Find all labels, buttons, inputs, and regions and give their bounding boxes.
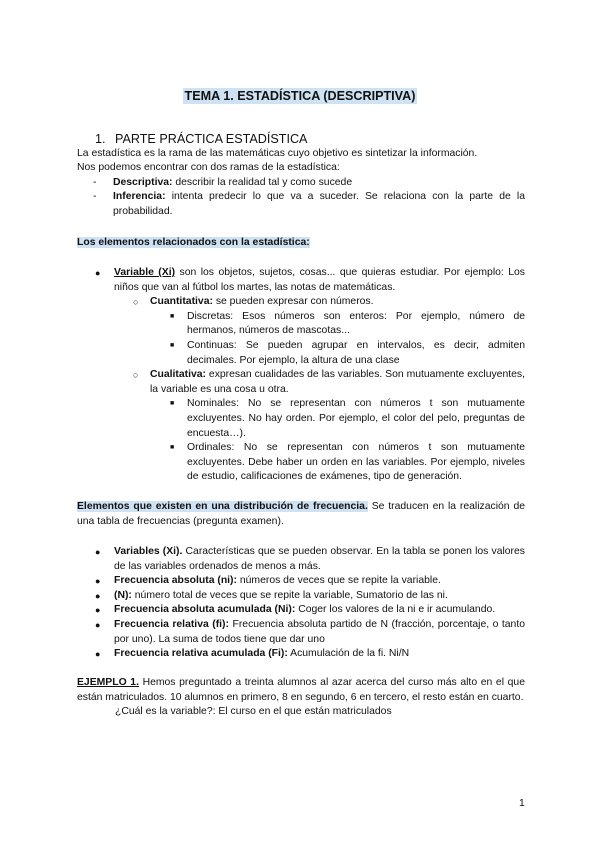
elements-section [77,236,525,251]
circle-bullet-icon: ○ [133,370,139,381]
bullet-icon: ● [95,268,101,278]
list-item-nominales [77,397,525,441]
item-term: Variables (Xi). [114,546,183,557]
variable-text: son los objetos, sujetos, cosas... que quieras estudiar. Por ejemplo: Los niños que van al fútbol los martes, las notas de matemáticas. [114,267,525,293]
cuantitativa-text: se pueden expresar con números. [212,296,374,308]
section-1 [77,132,525,220]
list-item-ordinales [77,441,525,485]
bullet-icon: ● [95,576,101,587]
dash-marker: - [93,191,97,203]
cualitativa-text: expresan cualidades de las variables. Son mutuamente excluyentes, la variable es una cosa u otra. [150,369,525,395]
item-term: (N): [114,589,132,601]
example-question: ¿Cuál es la variable?: El curso en el que están matriculados [115,706,392,718]
bullet-icon: ● [95,590,101,601]
item-text: Características que se pueden observar. En la tabla se ponen los valores de las variables ordenados de menos a más. [114,546,525,572]
discretas-text: Discretas: Esos números son enteros: Por ejemplo, número de hermanos, números de mascotas... [187,310,525,337]
square-bullet-icon: ■ [170,341,175,349]
bullet-icon: ● [95,649,101,660]
list-item [77,647,525,662]
title-text: TEMA 1. ESTADÍSTICA (DESCRIPTIVA) [184,89,416,103]
square-bullet-icon: ■ [170,312,175,320]
distribution-list [77,545,525,662]
list-item-continuas [77,339,525,368]
bullet-icon: ● [95,619,101,630]
item-term: Frecuencia absoluta (ni): [114,575,237,587]
cuantitativa-term: Cuantitativa: [150,296,213,308]
list-item [77,618,525,647]
intro-line-1: La estadística es la rama de las matemáticas cuyo objetivo es sintetizar la información. [77,147,478,159]
item-text: número total de veces que se repite la variable, Sumatorio de las ni. [131,589,448,601]
branch-item-descriptiva [77,176,525,191]
distribution-text: Se traducen en la realización de una tabla de frecuencias (pregunta examen). [77,501,525,527]
branch-term: Inferencia: [113,191,166,203]
branch-text: describir la realidad tal y como sucede [172,176,353,188]
square-bullet-icon: ■ [170,444,175,452]
list-item [77,603,525,618]
branch-item-inferencia [77,190,525,219]
example-label: EJEMPLO 1. [77,677,139,688]
list-item [77,574,525,589]
list-item-cualitativa [77,368,525,397]
example-text: Hemos preguntado a treinta alumnos al azar acerca del curso más alto en el que están matriculados. 10 alumnos en primero, 8 en segundo, 6 en tercero, el resto están en cuarto. [77,677,525,703]
ordinales-text: Ordinales: No se representan con números t son mutuamente excluyentes. Debe haber un orden en las variables. Por ejemplo, niveles de estudio, calificaciones de exámenes, tipo de generación. [187,442,525,483]
list-item [77,545,525,574]
item-text: Acumulación de la fi. Ni/N [287,648,410,660]
list-item-variable [77,266,525,295]
item-term: Frecuencia relativa (fi): [114,618,229,630]
bullet-icon: ● [95,605,101,616]
item-term: Frecuencia absoluta acumulada (Ni): [114,604,296,616]
branch-term: Descriptiva: [113,176,173,188]
nominales-text: Nominales: No se representan con números t son mutuamente excluyentes. No hay orden. Por ejemplo, el color del pelo, preguntas de encuesta…). [187,398,525,439]
dash-marker: - [93,176,97,188]
section-heading-text: PARTE PRÁCTICA ESTADÍSTICA [115,132,308,146]
page-number: 1 [519,798,525,809]
intro-line-2: Nos podemos encontrar con dos ramas de la estadística: [77,162,340,174]
cualitativa-term: Cualitativa: [150,369,207,381]
item-text: números de veces que se repite la variable. [236,575,441,587]
section-number: 1. [95,132,106,146]
item-text: Frecuencia absoluta partido de N (fracción, porcentaje, o tanto por uno). La suma de todos tiene que dar uno [114,618,525,645]
item-term: Frecuencia relativa acumulada (Fi): [114,648,288,660]
list-item-cuantitativa [77,295,525,310]
distribution-heading: Elementos que existen en una distribución de frecuencia. [77,501,368,512]
list-item [77,589,525,604]
list-item-discretas [77,310,525,339]
bullet-icon: ● [95,547,101,557]
variable-term: Variable (Xi) [114,267,176,278]
example-section [77,676,525,720]
elements-heading: Los elementos relacionados con la estadística: [77,237,310,248]
distribution-section [77,500,525,529]
elements-list [77,266,525,485]
square-bullet-icon: ■ [170,400,175,408]
section-heading [77,132,525,147]
circle-bullet-icon: ○ [133,297,139,308]
continuas-text: Continuas: Se pueden agrupar en intervalos, es decir, admiten decimales. Por ejemplo, la altura de una clase [187,339,525,366]
page-title [0,88,600,104]
branch-text: intenta predecir lo que va a suceder. Se relaciona con la parte de la probabilidad. [113,191,525,217]
item-text: Coger los valores de la ni e ir acumulando. [295,604,496,616]
